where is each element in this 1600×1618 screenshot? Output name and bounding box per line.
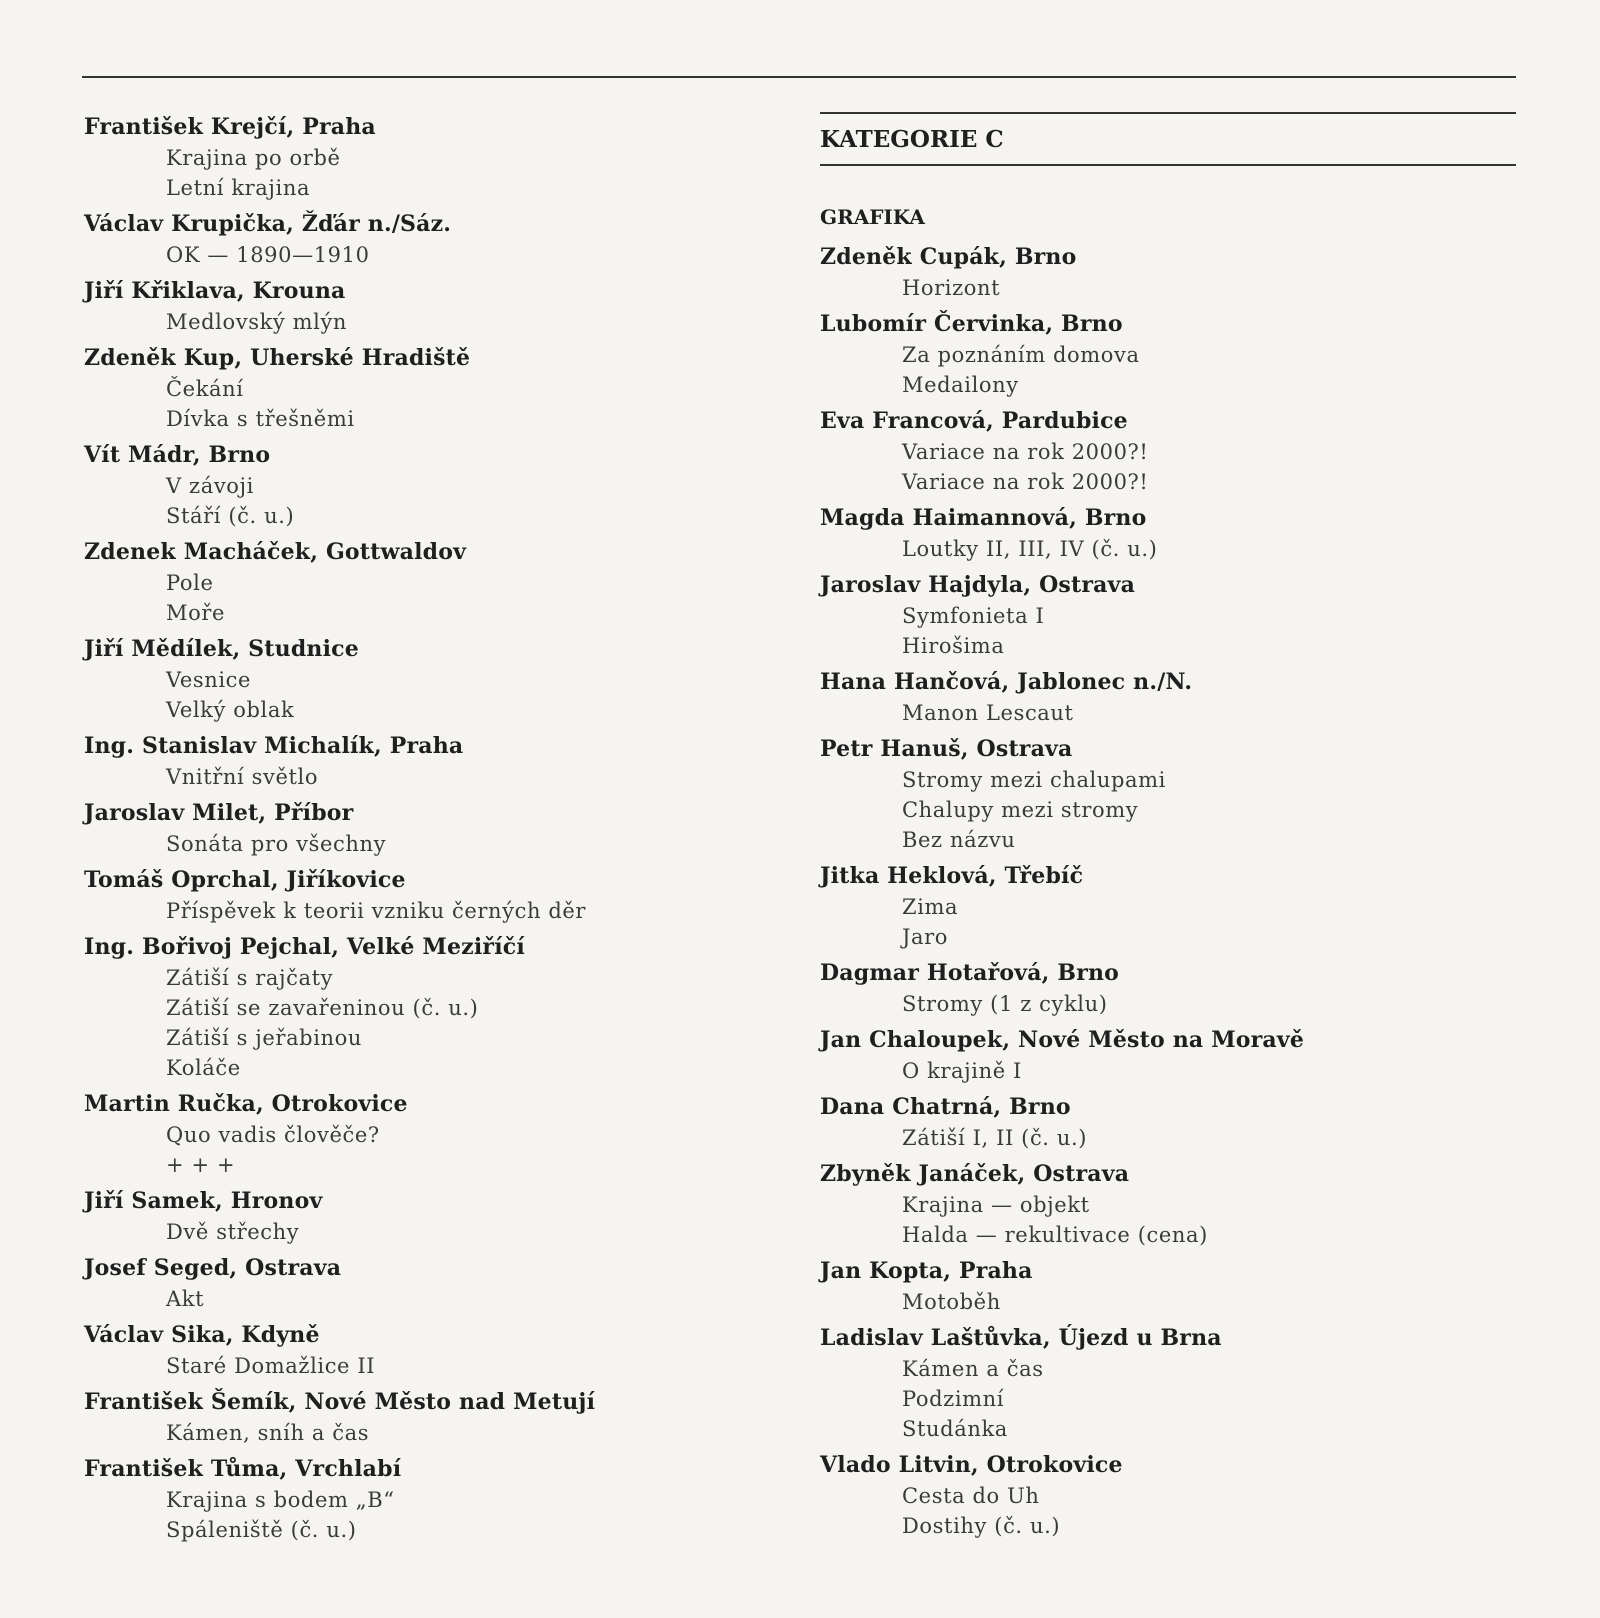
entry <box>84 1387 784 1448</box>
artist-name: Jiří Křiklava, Krouna <box>84 278 346 304</box>
top-rule <box>82 76 1516 78</box>
work-title: Příspěvek k teorii vzniku černých děr <box>166 899 587 923</box>
entry <box>84 537 784 628</box>
entry <box>820 503 1520 564</box>
work-title: Zátiší se zavařeninou (č. u.) <box>166 996 479 1020</box>
artist-name: František Tůma, Vrchlabí <box>84 1456 402 1482</box>
entry <box>820 1256 1520 1317</box>
entry <box>820 1092 1520 1153</box>
entry <box>820 570 1520 661</box>
artist-name: Lubomír Červinka, Brno <box>820 311 1123 337</box>
work-title: V závoji <box>166 474 254 498</box>
work-title: Variace na rok 2000?! <box>902 470 1149 494</box>
artist-name: Jiří Mědílek, Studnice <box>84 636 359 662</box>
entry <box>820 1450 1520 1541</box>
artist-name: Jaroslav Milet, Příbor <box>84 800 354 826</box>
work-title: Studánka <box>902 1417 1008 1441</box>
entry <box>820 1323 1520 1444</box>
entry <box>820 309 1520 400</box>
entry <box>820 861 1520 952</box>
artist-name: Jitka Heklová, Třebíč <box>820 863 1084 889</box>
work-title: Stáří (č. u.) <box>166 504 295 528</box>
artist-name: Josef Seged, Ostrava <box>84 1255 342 1281</box>
artist-name: Jan Kopta, Praha <box>820 1258 1033 1284</box>
work-title: Zátiší s rajčaty <box>166 966 334 990</box>
work-title: Moře <box>166 601 226 625</box>
work-title: Stromy (1 z cyklu) <box>902 992 1108 1016</box>
work-title: Zátiší s jeřabinou <box>166 1026 363 1050</box>
work-title: Krajina s bodem „B“ <box>166 1488 395 1512</box>
entry <box>820 667 1520 728</box>
work-title: Jaro <box>902 925 949 949</box>
work-title: Vnitřní světlo <box>166 765 319 789</box>
category-title: KATEGORIE C <box>820 126 1004 153</box>
work-title: Pole <box>166 571 214 595</box>
artist-name: František Krejčí, Praha <box>84 114 376 140</box>
entry <box>820 1025 1520 1086</box>
work-title: Zima <box>902 895 959 919</box>
work-title: Cesta do Uh <box>902 1484 1040 1508</box>
work-title: Krajina — objekt <box>902 1193 1090 1217</box>
artist-name: Vít Mádr, Brno <box>84 442 271 468</box>
entry <box>820 406 1520 497</box>
entry <box>84 209 784 270</box>
work-title: Dívka s třešněmi <box>166 407 355 431</box>
artist-name: Jan Chaloupek, Nové Město na Moravě <box>820 1027 1305 1053</box>
work-title: Stromy mezi chalupami <box>902 768 1166 792</box>
entry <box>84 798 784 859</box>
work-title: Kámen, sníh a čas <box>166 1421 370 1445</box>
work-title: Loutky II, III, IV (č. u.) <box>902 537 1158 561</box>
work-title: Staré Domažlice II <box>166 1354 376 1378</box>
artist-name: Dagmar Hotařová, Brno <box>820 960 1120 986</box>
work-title: Medlovský mlýn <box>166 310 348 334</box>
work-title: Horizont <box>902 276 1001 300</box>
work-title: Manon Lescaut <box>902 701 1074 725</box>
work-title: Vesnice <box>166 668 252 692</box>
work-title: Krajina po orbě <box>166 146 341 170</box>
entry <box>84 112 784 203</box>
artist-name: Petr Hanuš, Ostrava <box>820 736 1073 762</box>
artist-name: Hana Hančová, Jablonec n./N. <box>820 669 1193 695</box>
entry <box>84 276 784 337</box>
work-title: Quo vadis člověče? <box>166 1123 380 1147</box>
artist-name: Zdeněk Kup, Uherské Hradiště <box>84 345 471 371</box>
entry <box>820 1159 1520 1250</box>
section-title: GRAFIKA <box>820 205 925 229</box>
artist-name: Jaroslav Hajdyla, Ostrava <box>820 572 1136 598</box>
work-title: Čekání <box>166 377 244 401</box>
left-column <box>84 112 784 1551</box>
work-title: Symfonieta I <box>902 604 1045 628</box>
work-title: Bez názvu <box>902 828 1016 852</box>
entry <box>84 1320 784 1381</box>
entry <box>84 343 784 434</box>
artist-name: Zdeněk Cupák, Brno <box>820 244 1077 270</box>
right-column <box>820 112 1520 1547</box>
entry <box>84 634 784 725</box>
work-title: Letní krajina <box>166 176 311 200</box>
entry <box>84 1089 784 1180</box>
entry <box>84 1186 784 1247</box>
work-title: Zátiší I, II (č. u.) <box>902 1126 1088 1150</box>
artist-name: František Šemík, Nové Město nad Metují <box>84 1389 596 1415</box>
work-title: Variace na rok 2000?! <box>902 440 1149 464</box>
work-title: Koláče <box>166 1056 241 1080</box>
work-title: Dvě střechy <box>166 1220 300 1244</box>
work-title: Kámen a čas <box>902 1357 1044 1381</box>
work-title: Sonáta pro všechny <box>166 832 387 856</box>
entry <box>84 932 784 1083</box>
entry <box>84 865 784 926</box>
work-title: Spáleniště (č. u.) <box>166 1518 357 1542</box>
work-title: Dostihy (č. u.) <box>902 1514 1061 1538</box>
entry <box>84 731 784 792</box>
work-title: OK — 1890—1910 <box>166 243 370 267</box>
work-title: + + + <box>166 1153 236 1177</box>
entry <box>820 734 1520 855</box>
artist-name: Tomáš Oprchal, Jiříkovice <box>84 867 406 893</box>
artist-name: Zbyněk Janáček, Ostrava <box>820 1161 1130 1187</box>
artist-name: Ladislav Laštůvka, Újezd u Brna <box>820 1325 1222 1351</box>
work-title: Akt <box>166 1287 205 1311</box>
work-title: Motoběh <box>902 1290 1001 1314</box>
right-entries <box>820 242 1520 1541</box>
artist-name: Ing. Stanislav Michalík, Praha <box>84 733 464 759</box>
category-header <box>820 112 1516 166</box>
work-title: Velký oblak <box>166 698 295 722</box>
entry <box>84 1454 784 1545</box>
work-title: Medailony <box>902 373 1019 397</box>
artist-name: Ing. Bořivoj Pejchal, Velké Meziříčí <box>84 934 525 960</box>
work-title: Halda — rekultivace (cena) <box>902 1223 1208 1247</box>
work-title: Podzimní <box>902 1387 1005 1411</box>
artist-name: Magda Haimannová, Brno <box>820 505 1147 531</box>
artist-name: Václav Krupička, Žďár n./Sáz. <box>84 211 452 237</box>
artist-name: Vlado Litvin, Otrokovice <box>820 1452 1123 1478</box>
entry <box>84 440 784 531</box>
work-title: O krajině I <box>902 1059 1022 1083</box>
work-title: Chalupy mezi stromy <box>902 798 1139 822</box>
entry <box>820 958 1520 1019</box>
artist-name: Dana Chatrná, Brno <box>820 1094 1071 1120</box>
artist-name: Jiří Samek, Hronov <box>84 1188 323 1214</box>
work-title: Hirošima <box>902 634 1005 658</box>
artist-name: Eva Francová, Pardubice <box>820 408 1128 434</box>
artist-name: Martin Ručka, Otrokovice <box>84 1091 408 1117</box>
artist-name: Václav Sika, Kdyně <box>84 1322 320 1348</box>
entry <box>820 242 1520 303</box>
work-title: Za poznáním domova <box>902 343 1140 367</box>
artist-name: Zdenek Macháček, Gottwaldov <box>84 539 467 565</box>
entry <box>84 1253 784 1314</box>
